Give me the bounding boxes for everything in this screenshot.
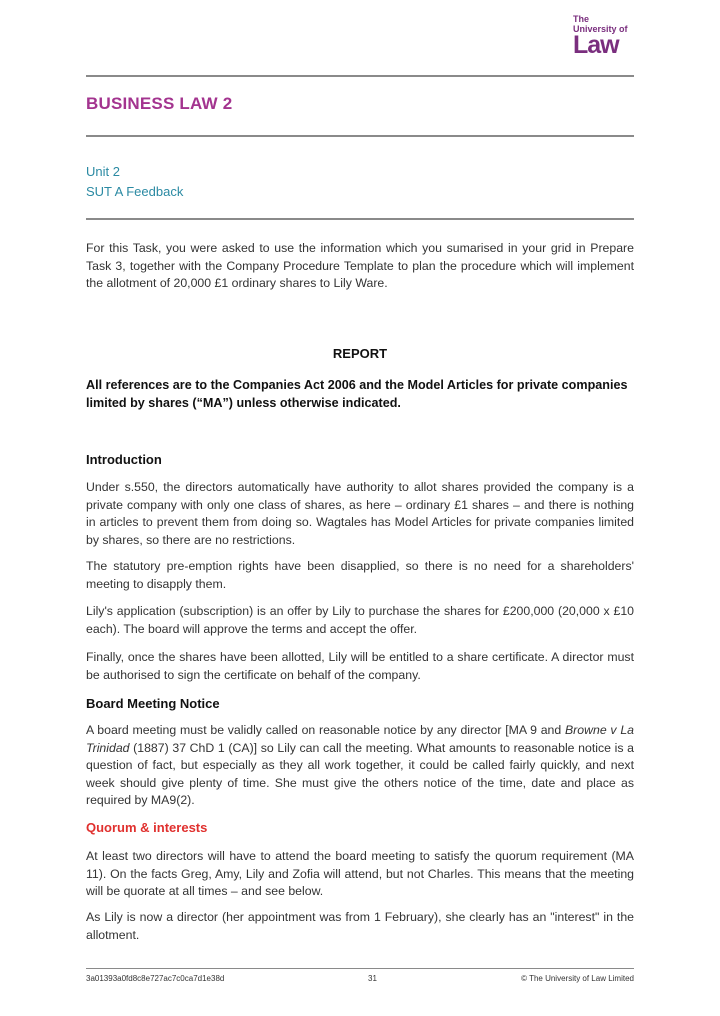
- subtitle-divider: [86, 218, 634, 220]
- unit-label: Unit 2: [86, 164, 120, 179]
- document-code: 3a01393a0fd8c8e727ac7c0ca7d1e38d: [86, 974, 225, 983]
- logo-line-university: University of: [573, 24, 628, 34]
- board-text-part-2: (1887) 37 ChD 1 (CA)] so Lily can call the meeting. What amounts to reasonable notice is a question of fact, but especially as they all work together, it could be called fairly quickly, and next week should give plenty of time. She must give the others notice of the time, date and place as required by MA9(2).: [86, 740, 634, 807]
- university-of-law-logo: [573, 14, 631, 59]
- footer-divider: [86, 968, 634, 969]
- page-title: BUSINESS LAW 2: [86, 94, 233, 113]
- report-heading: REPORT: [332, 346, 388, 361]
- task-intro-paragraph: For this Task, you were asked to use the information which you sumarised in your grid in Prepare Task 3, together with the Company Procedure Template to plan the procedure which will implement the allotment of 20,000 £1 ordinary shares to Lily Ware.: [86, 241, 634, 290]
- intro-paragraph-2: The statutory pre-emption rights have been disapplied, so there is no need for a shareholders' meeting to disapply them.: [86, 559, 634, 591]
- top-divider: [86, 75, 634, 77]
- logo-line-the: The: [573, 14, 590, 24]
- intro-paragraph-1: Under s.550, the directors automatically have authority to allot shares provided the company is a private company with only one class of shares, as here – ordinary £1 shares – and there is nothing in articles to prevent them from doing so. Wagtales has Model Articles for private companies limited by shares, so there are no restrictions.: [86, 480, 634, 547]
- introduction-heading: Introduction: [86, 452, 162, 467]
- board-meeting-paragraph: [86, 722, 634, 810]
- title-divider: [86, 135, 634, 137]
- quorum-paragraph-2: As Lily is now a director (her appointment was from 1 February), she clearly has an "interest" in the allotment.: [86, 910, 634, 942]
- quorum-heading: Quorum & interests: [86, 820, 208, 835]
- copyright-notice: © The University of Law Limited: [521, 974, 634, 983]
- page-number: 31: [368, 974, 377, 983]
- quorum-paragraph-1: At least two directors will have to attend the board meeting to satisfy the quorum requirement (MA 11). On the facts Greg, Amy, Lily and Zofia will attend, but not Charles. This means that the meeting will be quorate at all times – and see below.: [86, 849, 634, 898]
- references-paragraph: All references are to the Companies Act 2006 and the Model Articles for private companies limited by shares (“MA”) unless otherwise indicated.: [86, 378, 628, 410]
- intro-paragraph-3: Lily's application (subscription) is an offer by Lily to purchase the shares for £200,000 (20,000 x £10 each). The board will approve the terms and accept the offer.: [86, 604, 634, 636]
- board-meeting-heading: Board Meeting Notice: [86, 696, 220, 711]
- board-text-part-1: A board meeting must be validly called on reasonable notice by any director [MA 9 and: [86, 723, 565, 737]
- case-name: Browne v La Trinidad: [86, 723, 634, 755]
- intro-paragraph-4: Finally, once the shares have been allotted, Lily will be entitled to a share certificate. A director must be authorised to sign the certificate on behalf of the company.: [86, 650, 634, 682]
- subtitle-label: SUT A Feedback: [86, 184, 184, 199]
- logo-word-law: Law: [573, 31, 619, 59]
- unit-block: [86, 162, 183, 202]
